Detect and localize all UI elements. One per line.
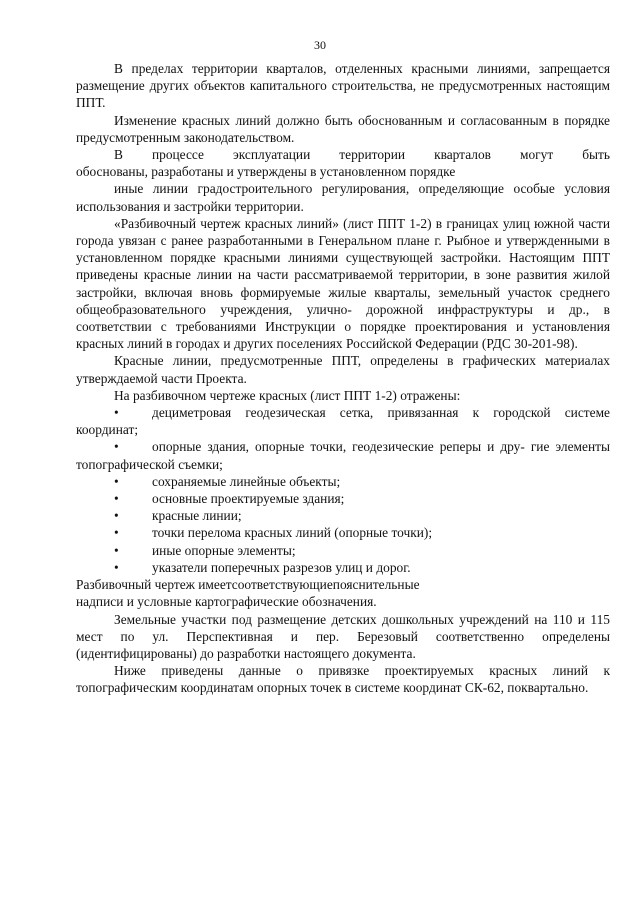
paragraph-exploitation-line3: иные линии градостроительного регулирования, определяющие особые условия использования и застройки территории.: [76, 181, 610, 214]
list-item: [76, 438, 610, 472]
bullet-icon: •: [114, 542, 119, 558]
bullet-icon: •: [114, 508, 119, 524]
list-item: [76, 404, 610, 438]
bullet-icon: •: [114, 559, 119, 575]
bullet-icon: •: [114, 439, 119, 455]
list-item: [76, 524, 610, 541]
list-item-text: точки перелома красных линий (опорные точки);: [152, 525, 433, 541]
list-item: [76, 507, 610, 524]
paragraph-red-lines-defined: Красные линии, предусмотренные ППТ, определены в графических материалах утверждаемой части Проекта.: [76, 353, 610, 386]
list-item-text: красные линии;: [152, 508, 242, 524]
list-item-text: сохраняемые линейные объекты;: [152, 473, 341, 489]
list-item-text: указатели поперечных разрезов улиц и дорог.: [152, 559, 411, 575]
paragraph-drawing-notes-line2: надписи и условные картографические обозначения.: [76, 594, 377, 610]
list-item: [76, 473, 610, 490]
list-item-text: основные проектируемые здания;: [152, 491, 345, 507]
paragraph-exploitation-line1: В процессе эксплуатации территории кварталов могут быть: [114, 147, 610, 163]
list-item: [76, 542, 610, 559]
list-item: [76, 559, 610, 576]
paragraph-kindergarten-plots: Земельные участки под размещение детских дошкольных учреждений на 110 и 115 мест по ул. Перспективная и пер. Березовый соответственно определены (идентифицированы) до разработки настоящего документа.: [76, 611, 610, 661]
list-item-text: иные опорные элементы;: [152, 542, 296, 558]
paragraph-exploitation-line2: обоснованы, разработаны и утверждены в установленном порядке: [76, 164, 456, 180]
bullet-icon: •: [114, 525, 119, 541]
paragraph-red-lines-change: Изменение красных линий должно быть обоснованным и согласованным в порядке предусмотренным законодательством.: [76, 112, 610, 145]
list-item: [76, 490, 610, 507]
paragraph-drawing-contents: На разбивочном чертеже красных (лист ППТ 1-2) отражены:: [114, 387, 461, 403]
bullet-list: [76, 404, 610, 576]
bullet-icon: •: [114, 405, 119, 421]
list-item-text: опорные здания, опорные точки, геодезические реперы и дру- гие элементы топографической съемки;: [76, 439, 610, 472]
paragraph-coordinates-intro: Ниже приведены данные о привязке проектируемых красных линий к топографическим координатам опорных точек в системе координат СК-62, поквартально.: [76, 663, 610, 696]
document-body: [76, 60, 610, 697]
page-number: 30: [314, 38, 326, 52]
bullet-icon: •: [114, 491, 119, 507]
bullet-icon: •: [114, 473, 119, 489]
paragraph-layout-drawing: «Разбивочный чертеж красных линий» (лист ППТ 1-2) в границах улиц южной части города увязан с ранее разработанными в Генеральном плане г. Рыбное и утвержденными в установленном порядке красными линиями существующей застройки. Настоящим ППТ приведены красные линии на части рассматриваемой территории, в зоне развития жилой застройки, включая вновь формируемые жилые кварталы, земельный участок среднего общеобразовательного учреждения, улично- дорожной инфраструктуры и др., в соответствии с требованиями Инструкции о порядке проектирования и установления красных линий в городах и других поселениях Российской Федерации (РДС 30-201-98).: [76, 215, 610, 352]
paragraph-red-lines-restriction: В пределах территории кварталов, отделенных красными линиями, запрещается размещение других объектов капитального строительства, не предусмотренных настоящим ППТ.: [76, 61, 610, 111]
paragraph-drawing-notes-line1: Разбивочный чертеж имеетсоответствующиепояснительные: [76, 577, 420, 593]
list-item-text: дециметровая геодезическая сетка, привязанная к городской системе координат;: [76, 405, 610, 438]
